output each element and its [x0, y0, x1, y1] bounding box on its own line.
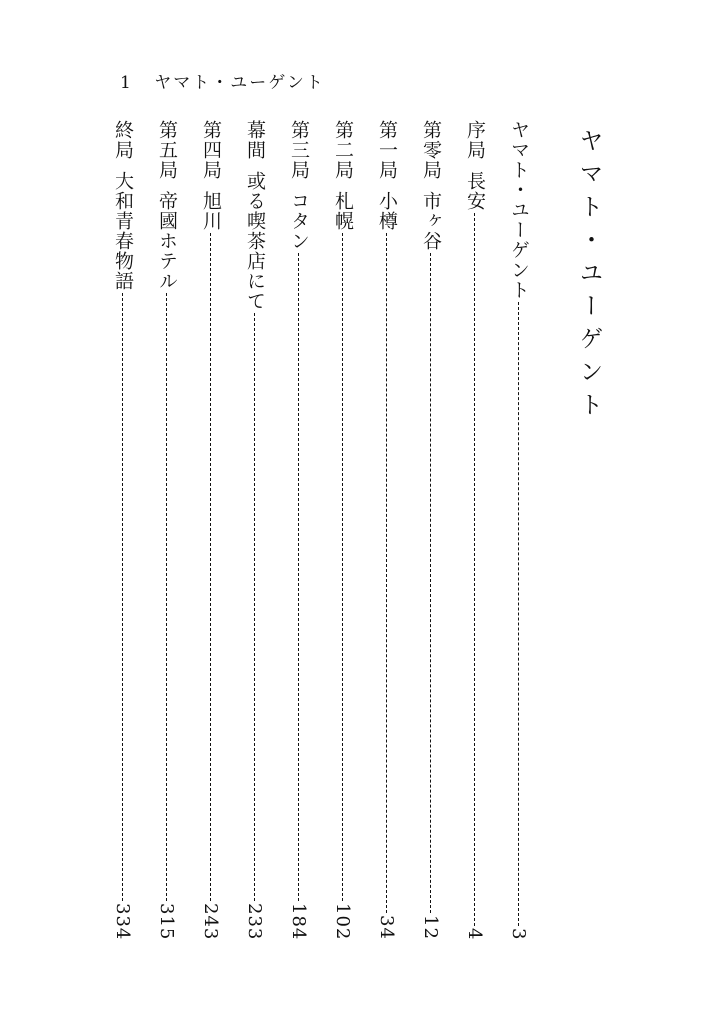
chapter-title: 札幌: [332, 191, 354, 232]
chapter-title: 大和青春物語: [112, 171, 134, 292]
page-number-ref: 102: [332, 902, 353, 940]
chapter-title: 小樽: [376, 191, 398, 232]
chapter-label: 第四局: [200, 120, 222, 180]
dot-leader: [474, 213, 475, 925]
dot-leader: [210, 233, 211, 900]
page-number-ref: 4: [464, 927, 485, 940]
toc-entry[interactable]: [507, 120, 530, 940]
toc-entry[interactable]: [331, 120, 354, 940]
page-number-ref: 12: [420, 915, 441, 940]
toc-entry[interactable]: [463, 120, 486, 940]
chapter-label: 第一局: [376, 120, 398, 180]
page-number-ref: 243: [200, 902, 221, 940]
page-header: [120, 68, 325, 93]
dot-leader: [254, 313, 255, 900]
dot-leader: [430, 253, 431, 913]
toc-entry[interactable]: [111, 120, 134, 940]
chapter-title: 帝國ホテル: [156, 191, 178, 292]
chapter-title: 長安: [464, 171, 486, 212]
chapter-title: 旭川: [200, 191, 222, 232]
page-number: 1: [120, 73, 133, 93]
dot-leader: [342, 233, 343, 900]
chapter-label: 序局: [464, 120, 486, 160]
table-of-contents: [111, 120, 530, 940]
toc-entry[interactable]: [155, 120, 178, 940]
page-number-ref: 334: [112, 902, 133, 940]
dot-leader: [122, 293, 123, 900]
page-number-ref: 34: [376, 915, 397, 940]
chapter-label: 第三局: [288, 120, 310, 180]
chapter-label: 第零局: [420, 120, 442, 180]
chapter-title: 市ヶ谷: [420, 191, 442, 252]
dot-leader: [386, 233, 387, 913]
page-number-ref: 233: [244, 902, 265, 940]
toc-entry[interactable]: [199, 120, 222, 940]
dot-leader: [518, 302, 519, 926]
toc-entry[interactable]: [243, 120, 266, 940]
page-number-ref: 3: [508, 927, 529, 940]
chapter-label: 終局: [112, 120, 134, 160]
chapter-title: 或る喫茶店にて: [244, 171, 266, 312]
book-title: ヤマト・ユーゲント: [575, 128, 603, 425]
toc-entry[interactable]: [419, 120, 442, 940]
dot-leader: [298, 253, 299, 900]
page-number-ref: 184: [288, 902, 309, 940]
page-number-ref: 315: [156, 902, 177, 940]
chapter-label: 幕間: [244, 120, 266, 160]
chapter-label: ヤマト・ユーゲント: [508, 120, 530, 300]
chapter-title: コタン: [288, 191, 310, 252]
chapter-label: 第五局: [156, 120, 178, 180]
chapter-label: 第二局: [332, 120, 354, 180]
dot-leader: [166, 293, 167, 900]
toc-entry[interactable]: [287, 120, 310, 940]
running-title: ヤマト・ユーゲント: [154, 73, 325, 93]
toc-entry[interactable]: [375, 120, 398, 940]
